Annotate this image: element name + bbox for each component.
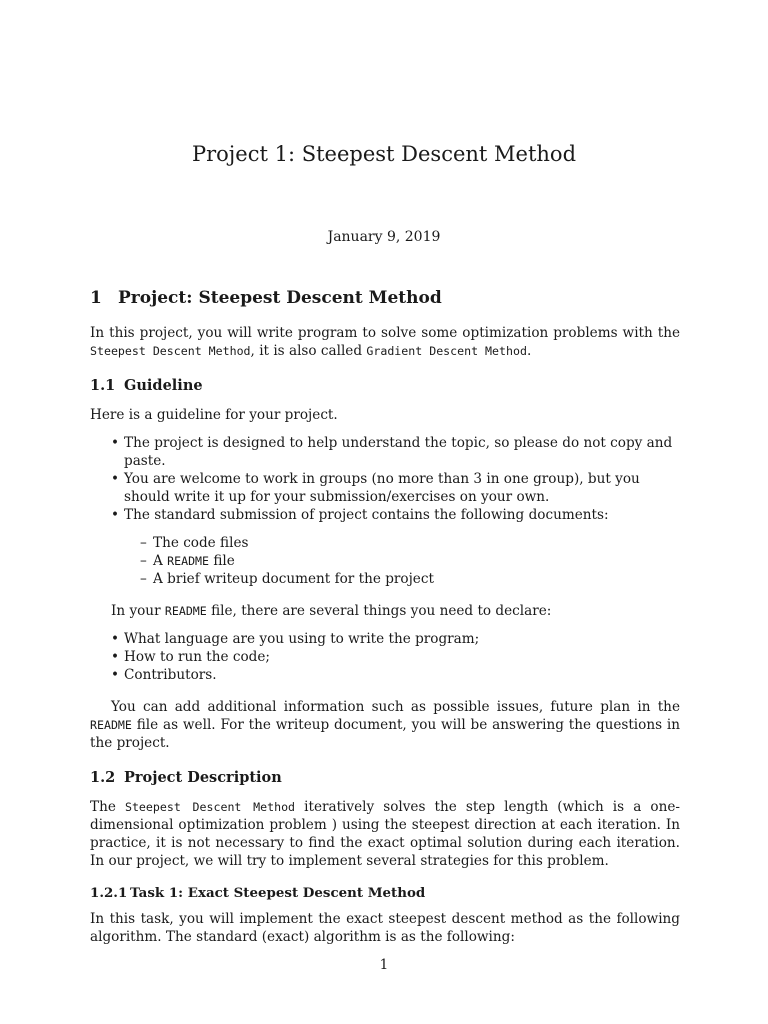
documents-list xyxy=(90,534,680,588)
para-text: The xyxy=(90,799,125,815)
document-title: Project 1: Steepest Descent Method xyxy=(191,142,577,166)
intro-text-b: , it is also called xyxy=(250,343,367,359)
subsubsection-number: 1.2.1 xyxy=(90,885,128,901)
para-text: iteratively solves the step length (which is a one-dimensional optimization problem ) using the steepest direction at each iteration. In practice, it is not necessary to find the exact optimal solution during each iteration. In our project, we will try to implement several strategies for this problem. xyxy=(90,799,680,869)
document-body xyxy=(90,286,680,946)
subsubsection-title: Task 1: Exact Steepest Descent Method xyxy=(130,885,426,901)
list-item xyxy=(153,552,680,570)
declare-list xyxy=(90,630,680,684)
code-readme: README xyxy=(164,604,207,618)
section-title: Project: Steepest Descent Method xyxy=(118,288,442,308)
code-steepest-descent: Steepest Descent Method xyxy=(90,344,251,358)
para-text: file, there are several things you need to declare: xyxy=(206,603,552,619)
page-number: 1 xyxy=(379,957,389,973)
intro-text-a: In this project, you will write program to solve some optimization problems with the xyxy=(90,325,680,341)
code-gradient-descent: Gradient Descent Method xyxy=(366,344,527,358)
intro-text-c: . xyxy=(526,343,532,359)
subsection-title: Guideline xyxy=(124,377,203,394)
para-text: You can add additional information such as possible issues, future plan in the xyxy=(111,699,680,715)
list-item: – The code files xyxy=(153,534,680,552)
list-item: • What language are you using to write the program; xyxy=(124,630,680,648)
code-readme: README xyxy=(167,554,210,568)
readme-paragraph xyxy=(90,602,680,620)
guideline-list xyxy=(90,434,680,524)
section-heading xyxy=(90,286,680,310)
document-date: January 9, 2019 xyxy=(327,229,441,245)
guideline-intro: Here is a guideline for your project. xyxy=(90,407,338,423)
list-item: • How to run the code; xyxy=(124,648,680,666)
list-item: • The project is designed to help understand the topic, so please do not copy and paste. xyxy=(124,434,680,470)
additional-info-paragraph xyxy=(90,698,680,752)
subsection-title: Project Description xyxy=(124,769,282,786)
para-text: file as well. For the writeup document, you will be answering the questions in the project. xyxy=(90,717,680,751)
list-item: • The standard submission of project contains the following documents: xyxy=(124,506,680,524)
list-item: • Contributors. xyxy=(124,666,680,684)
item-text: A xyxy=(153,553,168,569)
subsection-heading-guideline xyxy=(90,376,680,396)
list-item: • You are welcome to work in groups (no more than 3 in one group), but you should write it up for your submission/exercises on your own. xyxy=(124,470,680,506)
subsection-number: 1.2 xyxy=(90,769,116,786)
description-paragraph xyxy=(90,798,680,870)
task1-paragraph: In this task, you will implement the exact steepest descent method as the following algorithm. The standard (exact) algorithm is as the following: xyxy=(90,911,680,945)
intro-paragraph xyxy=(90,324,680,360)
code-steepest-descent: Steepest Descent Method xyxy=(124,800,296,814)
item-text: file xyxy=(209,553,235,569)
list-item: – A brief writeup document for the project xyxy=(153,570,680,588)
subsection-number: 1.1 xyxy=(90,377,116,394)
subsection-heading-description xyxy=(90,768,680,788)
para-text: In your xyxy=(111,603,165,619)
section-number: 1 xyxy=(90,288,102,308)
code-readme: README xyxy=(90,718,132,732)
subsubsection-heading-task1 xyxy=(90,884,680,902)
